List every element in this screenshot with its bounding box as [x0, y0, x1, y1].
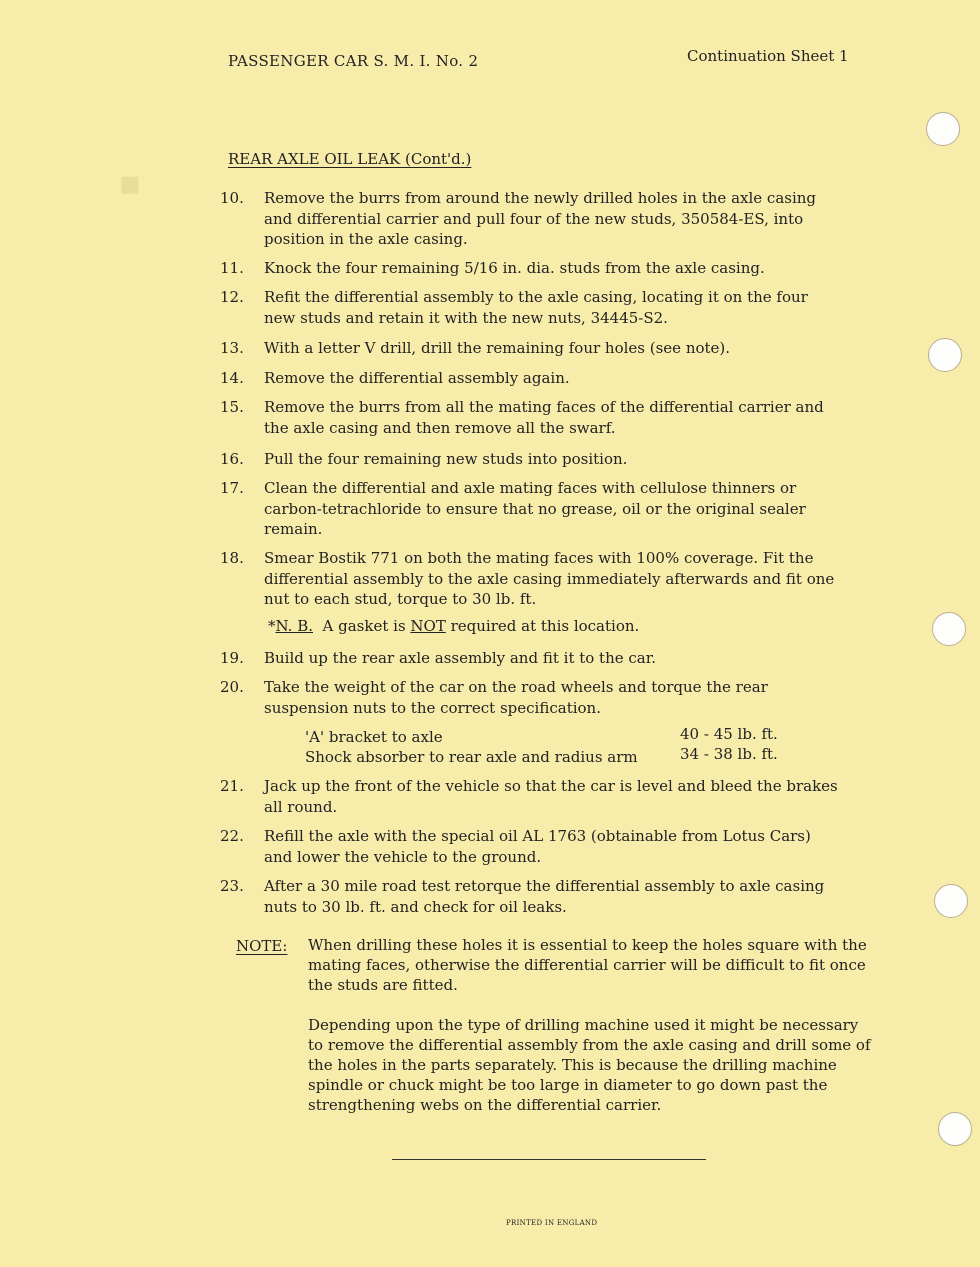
step-text: Smear Bostik 771 on both the mating faces with 100% coverage. Fit the differential assembly to the axle casing immediately afterwards and fit one nut to each stud, torque to 30 lb. ft. — [264, 549, 835, 608]
nb-label: N. B. — [275, 617, 313, 635]
step-number: 18. — [220, 549, 244, 567]
nb-asterisk: * — [268, 617, 276, 635]
step-number: 12. — [220, 288, 244, 306]
note-paragraph-2: Depending upon the type of drilling machine used it might be necessary to remove the differential assembly from the axle casing and drill some of the holes in the parts separately. This is because the drilling machine spindle or chuck might be too large in diameter to go down past the strengthening webs on the differential carrier. — [308, 1016, 871, 1114]
printed-in-label: PRINTED IN ENGLAND — [506, 1219, 598, 1227]
step-text: Refit the differential assembly to the axle casing, locating it on the four new studs and retain it with the new nuts, 34445-S2. — [264, 288, 808, 327]
step-text: Clean the differential and axle mating faces with cellulose thinners or carbon-tetrachloride to ensure that no grease, oil or the original sealer remain. — [264, 479, 806, 538]
nb-remark — [268, 617, 639, 635]
footer-rule — [392, 1159, 706, 1160]
step-text: Knock the four remaining 5/16 in. dia. studs from the axle casing. — [264, 259, 765, 277]
punch-hole-5 — [938, 1112, 972, 1146]
step-13 — [220, 338, 840, 359]
step-number: 21. — [220, 777, 244, 795]
step-text: After a 30 mile road test retorque the differential assembly to axle casing nuts to 30 lb. ft. and check for oil leaks. — [264, 877, 825, 916]
punch-hole-3 — [932, 612, 966, 646]
step-number: 23. — [220, 877, 244, 895]
step-10 — [220, 188, 840, 250]
note-label: NOTE: — [236, 937, 288, 955]
step-number: 16. — [220, 450, 244, 468]
nb-text-before: A gasket is — [313, 617, 411, 635]
step-16 — [220, 449, 840, 470]
note-paragraph-1: When drilling these holes it is essential to keep the holes square with the mating faces, otherwise the differential carrier will be difficult to fit once the studs are fitted. — [308, 936, 867, 994]
nb-text-after: required at this location. — [445, 617, 640, 635]
step-text: Remove the burrs from around the newly drilled holes in the axle casing and differential carrier and pull four of the new studs, 350584-ES, into position in the axle casing. — [264, 189, 817, 248]
bleed-through-mark: ◼ — [115, 174, 146, 196]
step-text: Jack up the front of the vehicle so that the car is level and bleed the brakes all round. — [264, 777, 838, 816]
torque-value: 34 - 38 lb. ft. — [680, 745, 778, 763]
step-15 — [220, 397, 840, 438]
step-number: 15. — [220, 398, 244, 416]
step-number: 11. — [220, 259, 244, 277]
step-number: 14. — [220, 369, 244, 387]
step-11 — [220, 258, 840, 279]
step-22 — [220, 826, 840, 867]
step-19 — [220, 648, 840, 669]
step-text: Remove the differential assembly again. — [264, 369, 570, 387]
header-sheet-label: Continuation Sheet 1 — [687, 47, 849, 65]
step-number: 20. — [220, 678, 244, 696]
torque-item: Shock absorber to rear axle and radius arm — [305, 748, 638, 766]
step-number: 22. — [220, 827, 244, 845]
step-17 — [220, 478, 840, 540]
punch-hole-2 — [928, 338, 962, 372]
step-23 — [220, 876, 840, 917]
step-12 — [220, 287, 840, 328]
section-title: REAR AXLE OIL LEAK (Cont'd.) — [228, 150, 472, 168]
torque-value: 40 - 45 lb. ft. — [680, 725, 778, 743]
header-title: PASSENGER CAR S. M. I. No. 2 — [228, 52, 479, 70]
step-text: With a letter V drill, drill the remaining four holes (see note). — [264, 339, 731, 357]
step-number: 19. — [220, 649, 244, 667]
step-text: Remove the burrs from all the mating faces of the differential carrier and the axle casing and then remove all the swarf. — [264, 398, 824, 437]
torque-item: 'A' bracket to axle — [305, 728, 443, 746]
step-text: Take the weight of the car on the road wheels and torque the rear suspension nuts to the correct specification. — [264, 678, 768, 717]
step-text: Refill the axle with the special oil AL 1763 (obtainable from Lotus Cars) and lower the vehicle to the ground. — [264, 827, 811, 866]
step-21 — [220, 776, 840, 817]
step-20 — [220, 677, 840, 718]
step-14 — [220, 368, 840, 389]
nb-emphasis: NOT — [410, 617, 446, 635]
step-number: 13. — [220, 339, 244, 357]
step-number: 10. — [220, 189, 244, 207]
punch-hole-1 — [926, 112, 960, 146]
step-text: Build up the rear axle assembly and fit it to the car. — [264, 649, 657, 667]
step-number: 17. — [220, 479, 244, 497]
step-text: Pull the four remaining new studs into position. — [264, 450, 628, 468]
step-18 — [220, 548, 840, 610]
punch-hole-4 — [934, 884, 968, 918]
